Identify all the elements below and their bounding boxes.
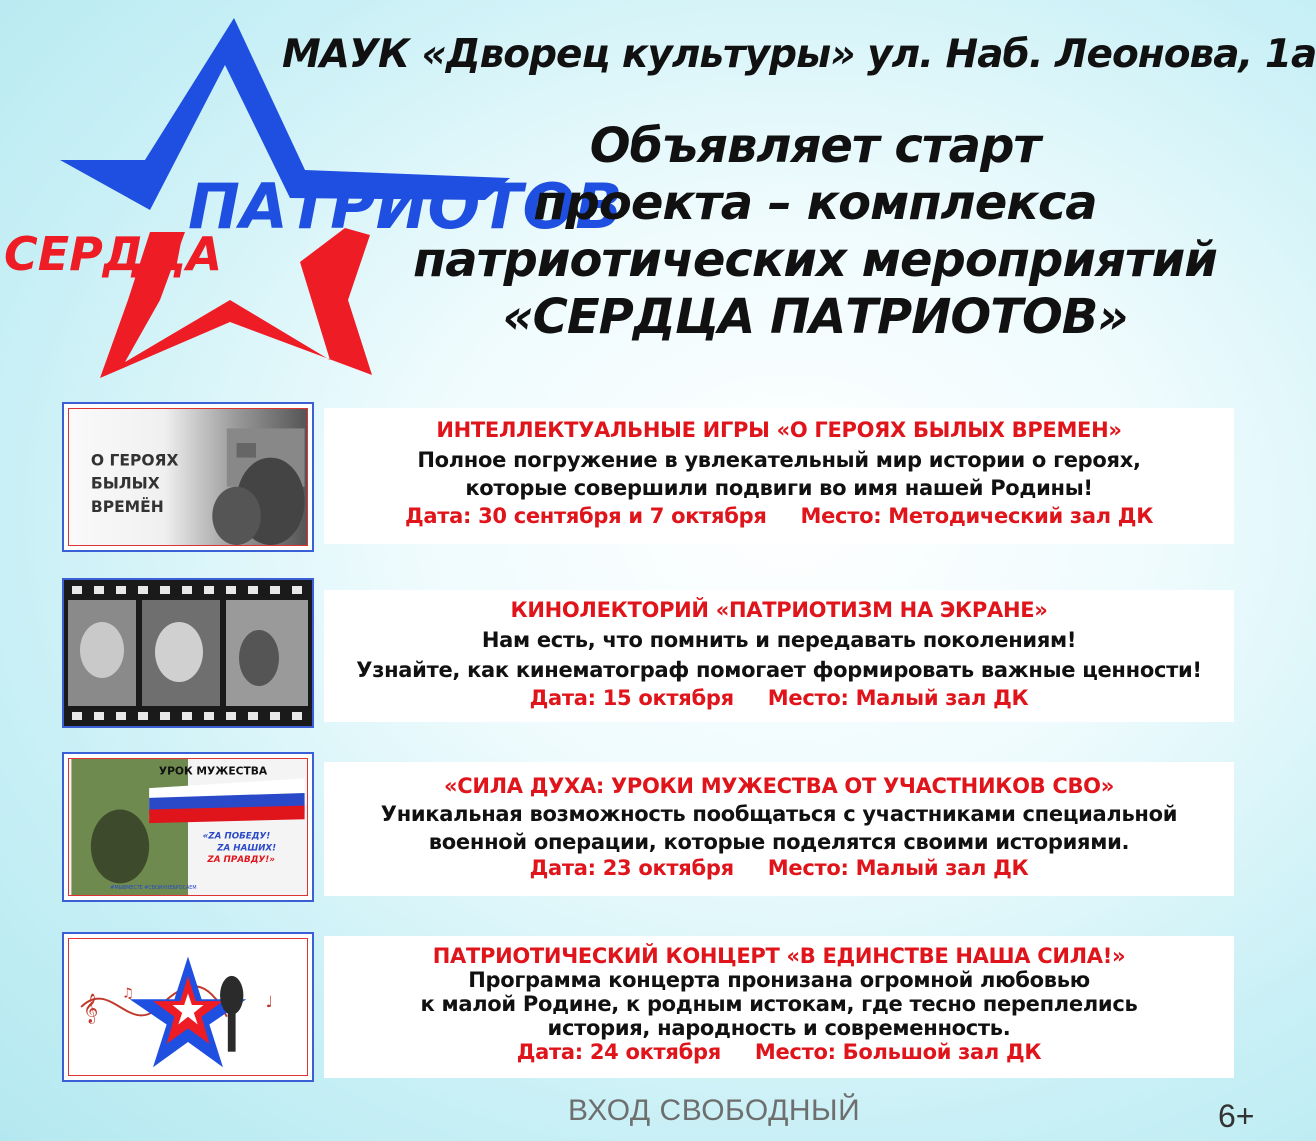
event-2-thumbnail: [62, 578, 314, 728]
thumb-caption-2: БЫЛЫХ: [90, 474, 160, 493]
event-3-thumbnail: [62, 752, 314, 902]
headline-line-4: «СЕРДЦА ПАТРИОТОВ»: [502, 289, 1128, 345]
event-4-text-2: к малой Родине, к родным истокам, где тесно переплелись: [420, 992, 1138, 1016]
headline-line-2: проекта – комплекса: [533, 175, 1097, 231]
film-strip-icon: [64, 580, 312, 726]
age-rating-badge: 6+: [1218, 1098, 1255, 1134]
event-1-thumbnail: [62, 402, 314, 552]
event-4-thumbnail: [62, 932, 314, 1082]
logo-word-hearts: СЕРДЦА: [4, 227, 223, 281]
headline-line-1: Объявляет старт: [589, 118, 1041, 174]
event-1-meta: [324, 504, 1234, 528]
event-3-place: Место: Малый зал ДК: [767, 856, 1029, 880]
courage-lesson-icon: [69, 759, 307, 895]
event-1-date: Дата: 30 сентября и 7 октября: [404, 504, 767, 528]
star-microphone-icon: [69, 939, 307, 1075]
free-entry-label: ВХОД СВОБОДНЫЙ: [568, 1094, 861, 1127]
event-1-panel: [324, 408, 1234, 544]
event-1-title: ИНТЕЛЛЕКТУАЛЬНЫЕ ИГРЫ «О ГЕРОЯХ БЫЛЫХ ВРЕМЕН»: [436, 418, 1122, 442]
heroes-photo-icon: [69, 409, 307, 545]
event-2-title: КИНОЛЕКТОРИЙ «ПАТРИОТИЗМ НА ЭКРАНЕ»: [510, 598, 1048, 622]
event-4-date: Дата: 24 октября: [516, 1040, 721, 1064]
event-2-meta: [324, 686, 1234, 710]
thumb-caption-victory: «ZA ПОБЕДУ!: [202, 831, 271, 842]
event-4-meta: [324, 1040, 1234, 1064]
headline: [400, 118, 1230, 346]
event-4-title: ПАТРИОТИЧЕСКИЙ КОНЦЕРТ «В ЕДИНСТВЕ НАША СИЛА!»: [432, 944, 1126, 968]
logo-word-patriots: ПАТРИОТОВ: [188, 170, 623, 243]
event-1-text-2: которые совершили подвиги во имя нашей Родины!: [465, 476, 1093, 500]
svg-text:♫: ♫: [121, 985, 135, 1002]
event-2-place: Место: Малый зал ДК: [767, 686, 1029, 710]
event-2-text-1: Нам есть, что помнить и передавать поколениям!: [481, 628, 1077, 652]
event-1-text-1: Полное погружение в увлекательный мир истории о героях,: [417, 448, 1141, 472]
event-3-date: Дата: 23 октября: [529, 856, 734, 880]
event-1-place: Место: Методический зал ДК: [800, 504, 1154, 528]
headline-line-3: патриотических мероприятий: [413, 232, 1217, 288]
svg-text:𝄞: 𝄞: [83, 993, 99, 1023]
event-3-title: «СИЛА ДУХА: УРОКИ МУЖЕСТВА ОТ УЧАСТНИКОВ СВО»: [444, 774, 1114, 798]
thumb-caption-3: ВРЕМЁН: [90, 497, 164, 516]
thumb-caption-1: О ГЕРОЯХ: [90, 451, 179, 470]
event-4-place: Место: Большой зал ДК: [754, 1040, 1042, 1064]
svg-text:♩: ♩: [265, 993, 274, 1011]
event-2-date: Дата: 15 октября: [529, 686, 734, 710]
thumb-caption-ours: ZA НАШИХ!: [217, 843, 277, 854]
event-2-panel: [324, 590, 1234, 722]
thumb-caption-truth: ZA ПРАВДУ!»: [207, 854, 275, 865]
event-3-panel: [324, 762, 1234, 896]
event-3-text-1: Уникальная возможность пообщаться с участниками специальной: [380, 802, 1178, 826]
event-3-text-2: военной операции, которые поделятся своими историями.: [428, 830, 1130, 854]
event-4-text-3: история, народность и современность.: [547, 1016, 1011, 1040]
thumb-caption-courage: УРОК МУЖЕСТВА: [158, 764, 268, 778]
venue-address: МАУК «Дворец культуры» ул. Наб. Леонова, 1а: [282, 32, 1316, 77]
event-4-text-1: Программа концерта пронизана огромной любовью: [468, 968, 1090, 992]
event-3-meta: [324, 856, 1234, 880]
thumb-caption-hashtags: #МЫВМЕСТЕ #СВОИХНЕБРОСАЕМ: [110, 885, 197, 892]
event-2-text-2: Узнайте, как кинематограф помогает формировать важные ценности!: [356, 658, 1202, 682]
event-4-panel: [324, 936, 1234, 1078]
